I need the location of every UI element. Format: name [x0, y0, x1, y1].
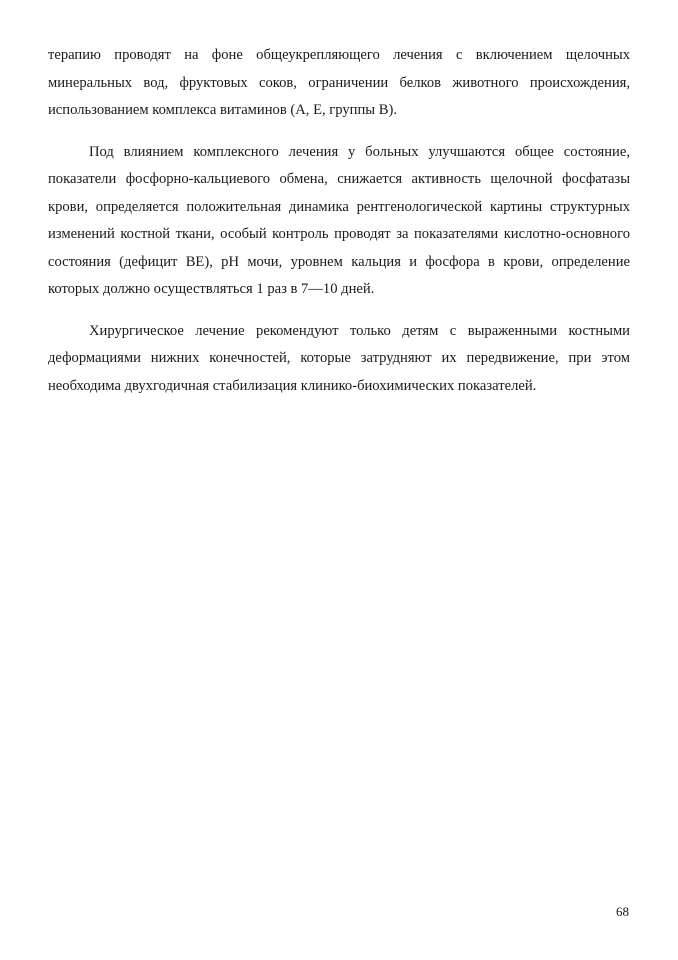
paragraph-surgical-treatment: Хирургическое лечение рекомендуют только детям с выраженными костными деформациями нижних конечностей, которые затрудняют их передвижение, при этом необходима двухгодичная стабилизация клинико-биохимических показателей. — [48, 322, 630, 394]
paragraph-continuation: терапию проводят на фоне общеукрепляющего лечения с включением щелочных минеральных вод, фруктовых соков, ограничении белков животного происхождения, использованием комплекса витаминов (А, Е, группы В). — [48, 47, 630, 118]
page-body — [48, 42, 630, 414]
page-number: 68 — [616, 904, 629, 919]
paragraph-treatment-effects: Под влиянием комплексного лечения у больных улучшаются общее состояние, показатели фосфорно-кальциевого обмена, снижается активность щелочной фосфатазы крови, определяется положительная динамика рентгенологической картины структурных изменений костной ткани, особый контроль проводят за показателями кислотно-основного состояния (дефицит BE), рН мочи, уровнем кальция и фосфора в крови, определение которых должно осуществляться 1 раз в 7—10 дней. — [48, 143, 630, 297]
